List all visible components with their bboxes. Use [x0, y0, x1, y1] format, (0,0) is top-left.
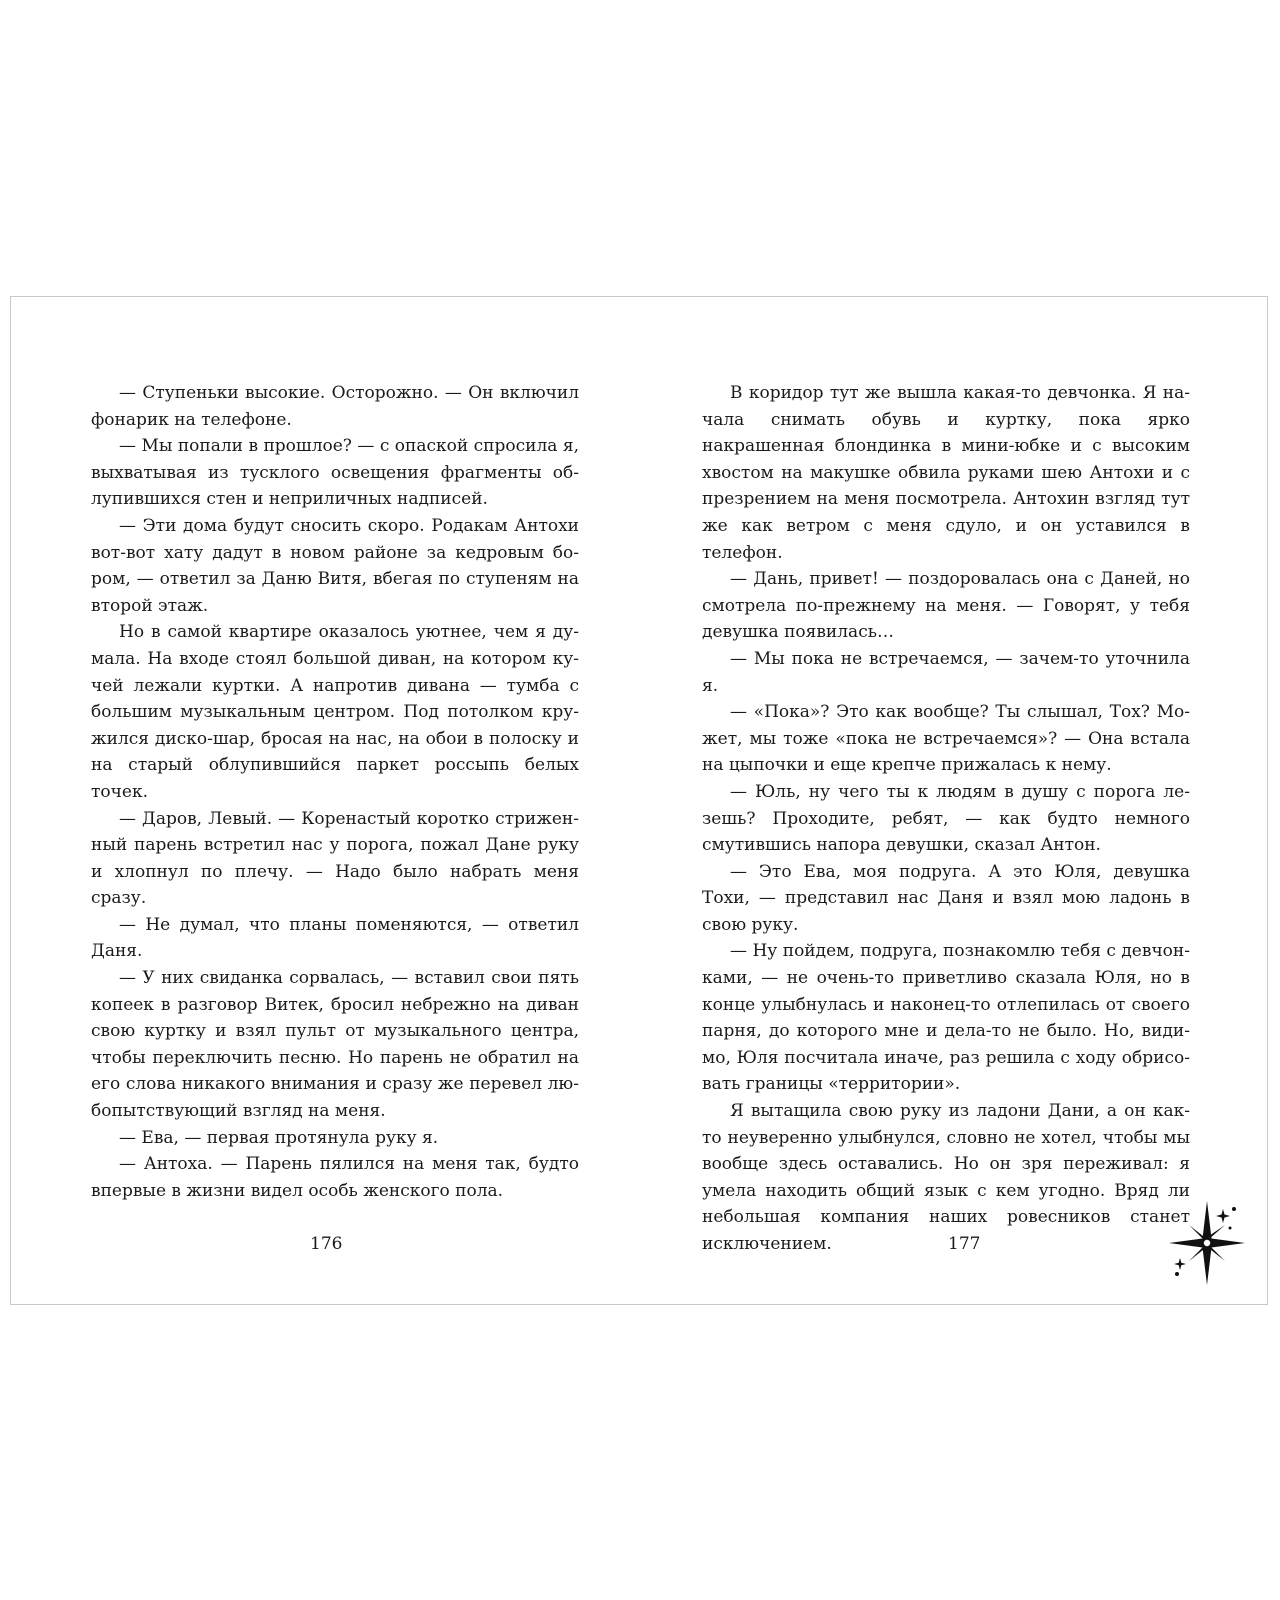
page-number-left: 176 — [310, 1234, 343, 1254]
paragraph: — Мы попали в прошлое? — с опаской спросила я, выхватывая из тусклого освещения фрагменты облупившихся стен и неприличных надписей. — [91, 436, 579, 510]
paragraph: В коридор тут же вышла какая-то девчонка. Я начала снимать обувь и куртку, пока ярко накрашенная блондинка в мини-юбке и с высоким хвостом на макушке обвила руками шею Антохи и с презрением на меня посмотрела. Антохин взгляд тут же как ветром с меня сдуло, и он уставился в телефон. — [702, 383, 1190, 563]
right-page-text — [702, 380, 1190, 1258]
paragraph: — Антоха. — Парень пялился на меня так, будто впервые в жизни видел особь женского пола. — [91, 1154, 579, 1201]
paragraph: — Это Ева, моя подруга. А это Юля, девушка Тохи, — представил нас Даня и взял мою ладонь в свою руку. — [702, 861, 1190, 935]
paragraph: — Ступеньки высокие. Осторожно. — Он включил фонарик на телефоне. — [91, 383, 579, 430]
paragraph: — Дань, привет! — поздоровалась она с Даней, но смотрела по-прежнему на меня. — Говорят, у тебя девушка появилась… — [702, 569, 1190, 643]
paragraph: — Юль, ну чего ты к людям в душу с порога лезешь? Проходите, ребят, — как будто немного смутившись напора девушки, сказал Антон. — [702, 781, 1190, 856]
paragraph: — Мы пока не встречаемся, — зачем-то уточнила я. — [702, 648, 1190, 696]
page-number-right: 177 — [948, 1234, 981, 1254]
compass-star-icon — [1167, 1199, 1247, 1287]
left-page-text — [91, 380, 579, 1204]
paragraph: — Ева, — первая протянула руку я. — [119, 1127, 439, 1148]
paragraph: Но в самой квартире оказалось уютнее, чем я думала. На входе стоял большой диван, на котором кучей лежали куртки. А напротив дивана — тумба с большим музыкальным центром. Под потолком кружился диско-шар, бросая на нас, на обои в полоску и на старый облупившийся паркет россыпь белых точек. — [91, 622, 579, 802]
paragraph: — «Пока»? Это как вообще? Ты слышал, Тох? Может, мы тоже «пока не встречаемся»? — Она встала на цыпочки и еще крепче прижалась к нему. — [702, 702, 1190, 776]
paragraph: — Ну пойдем, подруга, познакомлю тебя с девчонками, — не очень-то приветливо сказала Юля, но в конце улыбнулась и наконец-то отлепилась от своего парня, до которого мне и дела-то не было. Но, видимо, Юля посчитала иначе, раз решила с ходу обрисовать границы «территории». — [702, 941, 1190, 1095]
paragraph: — Даров, Левый. — Коренастый коротко стриженный парень встретил нас у порога, пожал Дане руку и хлопнул по плечу. — Надо было набрать меня сразу. — [91, 808, 579, 909]
paragraph: — Эти дома будут сносить скоро. Родакам Антохи вот-вот хату дадут в новом районе за кедровым бором, — ответил за Даню Витя, вбегая по ступеням на второй этаж. — [91, 515, 579, 616]
paragraph: Я вытащила свою руку из ладони Дани, а он как-то неуверенно улыбнулся, словно не хотел, чтобы мы вообще здесь оставались. Но он зря переживал: я умела находить общий язык с кем угодно. Вряд ли небольшая компания наших ровесников станет исключением. — [702, 1101, 1190, 1254]
paragraph: — Не думал, что планы поменяются, — ответил Даня. — [91, 914, 579, 962]
paragraph: — У них свиданка сорвалась, — вставил свои пять копеек в разговор Витек, бросил небрежно на диван свою куртку и взял пульт от музыкального центра, чтобы переключить песню. Но парень не обратил на его слова никакого внимания и сразу же перевел любопытствующий взгляд на меня. — [91, 968, 579, 1122]
